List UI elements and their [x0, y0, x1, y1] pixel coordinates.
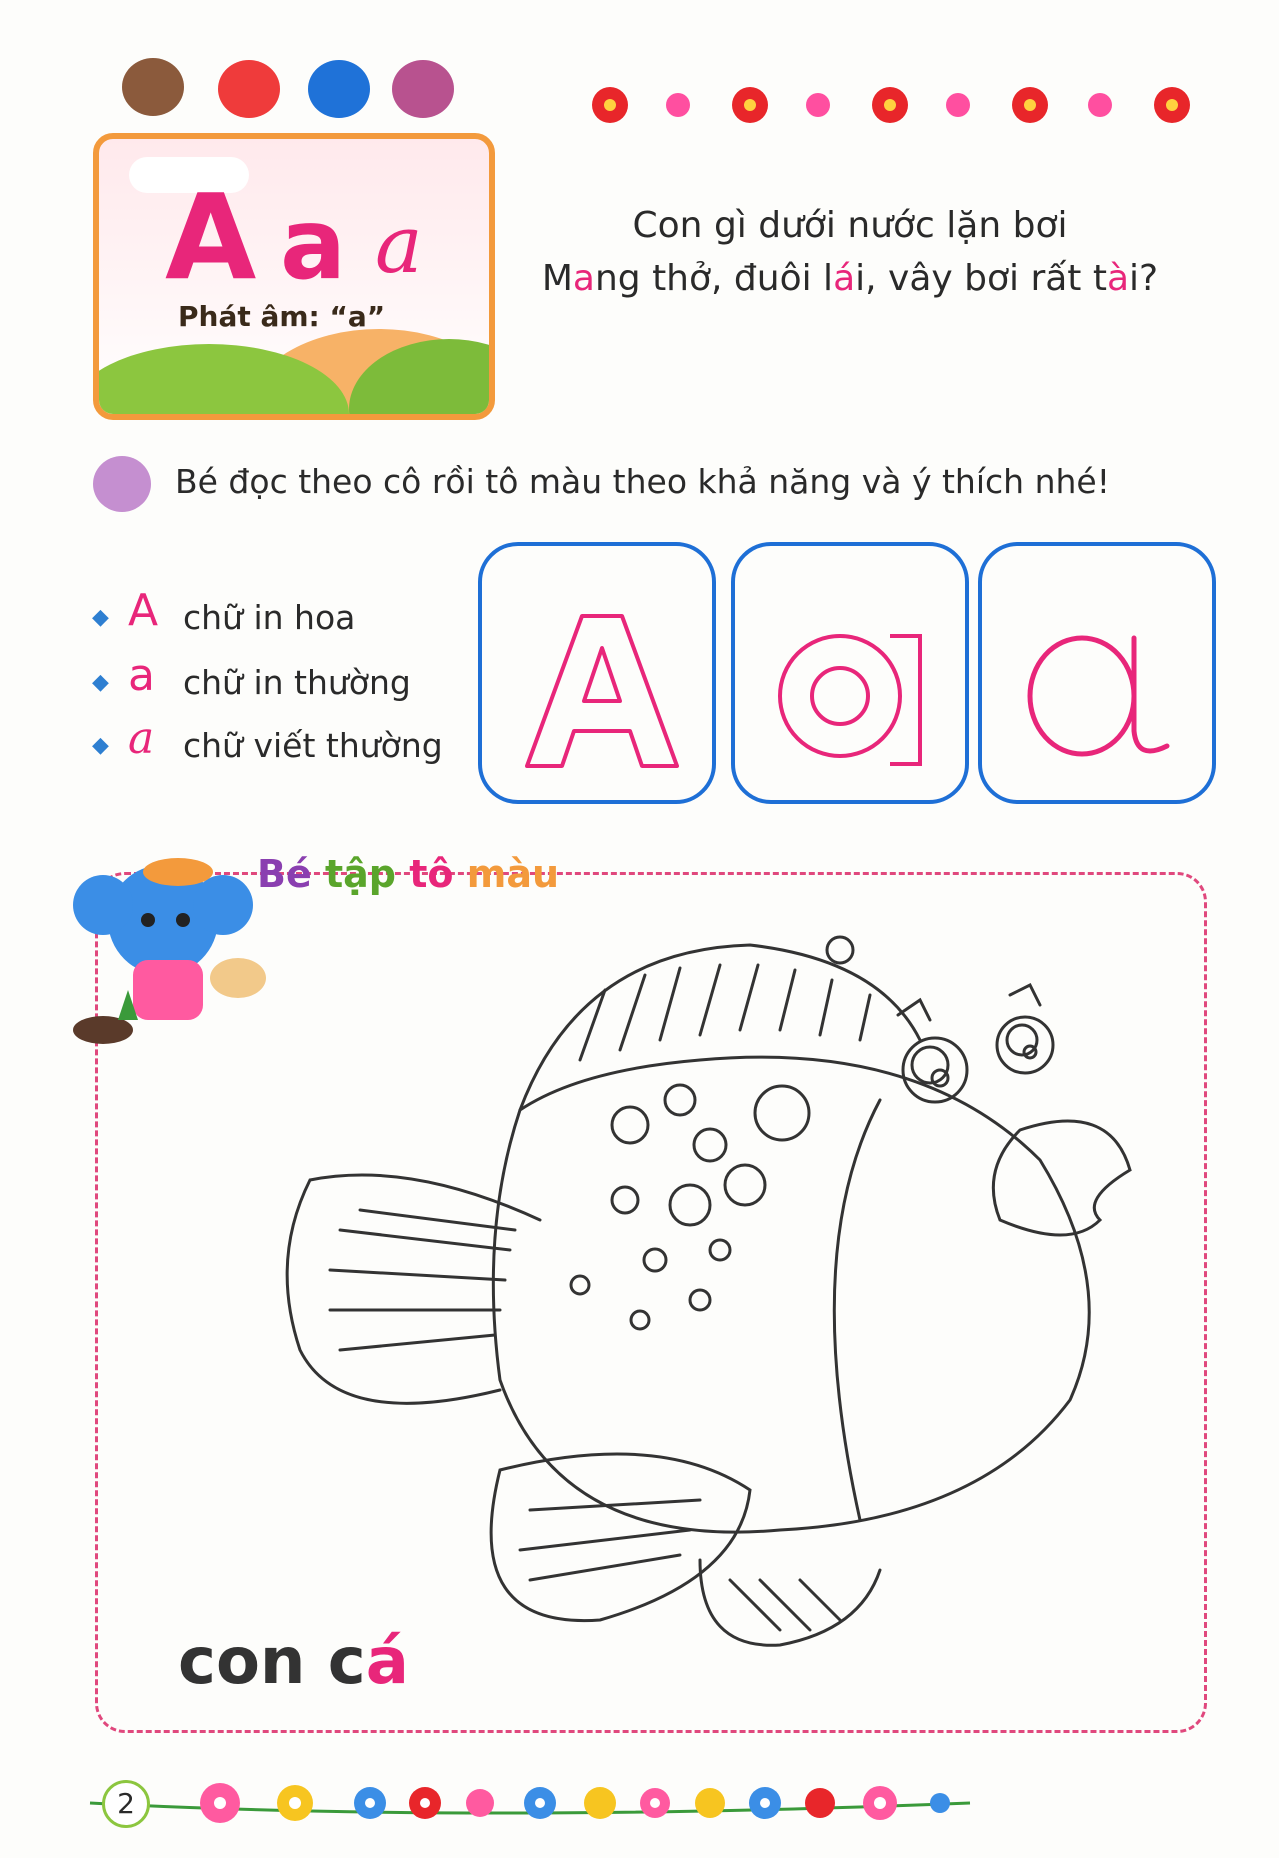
owl-icon [93, 456, 151, 512]
letter-form-glyph: A [128, 585, 159, 636]
diamond-bullet-icon: ◆ [92, 733, 109, 758]
outline-letter-box-script [978, 542, 1216, 804]
letter-form-glyph: a [128, 713, 155, 764]
caption-word [178, 1625, 409, 1699]
riddle-text: i, vây bơi rất t [855, 258, 1107, 299]
riddle-text: M [541, 258, 573, 299]
fish-coloring-outline [280, 930, 1140, 1650]
outline-letter-box-print [731, 542, 969, 804]
rabbit-icon [308, 60, 370, 118]
riddle-text: i? [1129, 258, 1159, 299]
elephant-painter-icon [48, 850, 278, 1060]
bear-icon [122, 58, 184, 116]
script-lowercase-a [982, 546, 1212, 800]
outline-letter-box-upper [478, 542, 716, 804]
diamond-bullet-icon: ◆ [92, 605, 109, 630]
fox-icon [218, 60, 280, 118]
outline-uppercase-a [482, 546, 712, 800]
title-word: tập [324, 852, 410, 896]
letter-form-glyph: a [128, 650, 155, 701]
letter-form-label: chữ viết thường [183, 726, 443, 765]
riddle-highlight: á [833, 258, 856, 299]
riddle-highlight: a [572, 258, 595, 299]
caption-highlight: á [365, 1625, 409, 1699]
title-word: tô [409, 852, 467, 896]
pronunciation-label: Phát âm: “a” [178, 300, 386, 333]
diamond-bullet-icon: ◆ [92, 670, 109, 695]
riddle-line-2 [520, 258, 1180, 299]
riddle-text: ng thở, đuôi l [594, 258, 834, 299]
riddle-line-1: Con gì dưới nước lặn bơi [632, 205, 1068, 246]
outline-lowercase-a [735, 546, 965, 800]
page-number: 2 [102, 1780, 150, 1828]
flower-border-bottom [70, 1768, 990, 1838]
letter-form-label: chữ in hoa [183, 598, 356, 637]
flower-border-top [560, 75, 1230, 135]
caption-text: con c [178, 1625, 366, 1699]
letter-form-label: chữ in thường [183, 663, 411, 702]
cat-icon [392, 60, 454, 118]
lowercase-print-letter: a [280, 188, 347, 302]
title-word: Bé [257, 852, 325, 896]
uppercase-letter: A [165, 168, 257, 306]
instruction-text: Bé đọc theo cô rồi tô màu theo khả năng và ý thích nhé! [175, 462, 1110, 501]
title-word: màu [466, 852, 560, 896]
coloring-title [257, 852, 559, 896]
lowercase-script-letter: a [375, 198, 423, 291]
riddle-highlight: à [1106, 258, 1130, 299]
